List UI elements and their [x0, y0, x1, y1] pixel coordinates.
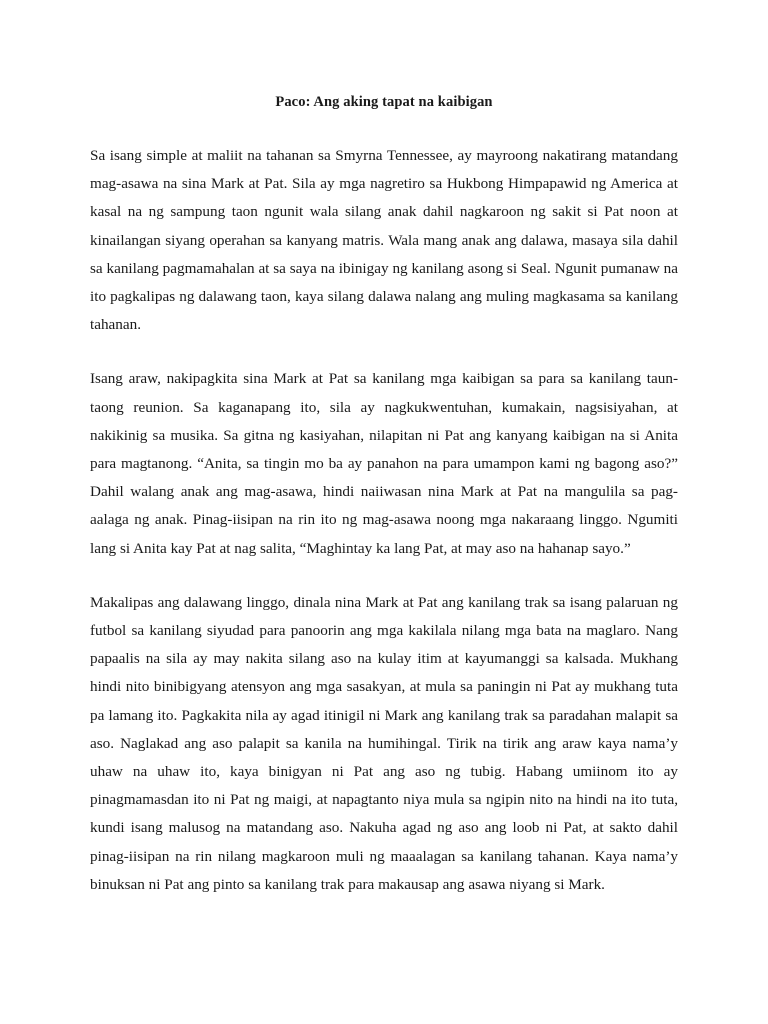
- paragraph-3: Makalipas ang dalawang linggo, dinala nina Mark at Pat ang kanilang trak sa isang palaruan ng futbol sa kanilang siyudad para panoorin ang mga kakilala nilang mga bata na maglaro. Nang papaalis na sila ay may nakita silang aso na kulay itim at kayumanggi sa kalsada. Mukhang hindi nito binibigyang atensyon ang mga sasakyan, at mula sa paningin ni Pat ay mukhang tuta pa lamang ito. Pagkakita nila ay agad itinigil ni Mark ang kanilang trak sa paradahan malapit sa aso. Naglakad ang aso palapit sa kanila na humihingal. Tirik na tirik ang araw kaya nama’y uhaw na uhaw ito, kaya binigyan ni Pat ang aso ng tubig. Habang umiinom ito ay pinagmamasdan ito ni Pat ng maigi, at napagtanto niya mula sa ngipin nito na hindi na ito tuta, kundi isang malusog na matandang aso. Nakuha agad ng aso ang loob ni Pat, at sakto dahil pinag-iisipan na rin nilang magkaroon muli ng maaalagan sa kanilang tahanan. Kaya nama’y binuksan ni Pat ang pinto sa kanilang trak para makausap ang asawa niyang si Mark.: [90, 593, 678, 893]
- document-body: [90, 142, 678, 925]
- paragraph-1: Sa isang simple at maliit na tahanan sa Smyrna Tennessee, ay mayroong nakatirang matandang mag-asawa na sina Mark at Pat. Sila ay mga nagretiro sa Hukbong Himpapawid ng America at kasal na ng sampung taon ngunit wala silang anak dahil nagkaroon ng sakit si Pat noon at kinailangan siyang operahan sa kanyang matris. Wala mang anak ang dalawa, masaya sila dahil sa kanilang pagmamahalan at sa saya na ibinigay ng kanilang asong si Seal. Ngunit pumanaw na ito pagkalipas ng dalawang taon, kaya silang dalawa nalang ang muling magkasama sa kanilang tahanan.: [90, 147, 678, 334]
- paragraph-2: Isang araw, nakipagkita sina Mark at Pat sa kanilang mga kaibigan sa para sa kanilang taun-taong reunion. Sa kaganapang ito, sila ay nagkukwentuhan, kumakain, nagsisiyahan, at nakikinig sa musika. Sa gitna ng kasiyahan, nilapitan ni Pat ang kanyang kaibigan na si Anita para magtanong. “Anita, sa tingin mo ba ay panahon na para umampon kami ng bagong aso?” Dahil walang anak ang mag-asawa, hindi naiiwasan nina Mark at Pat na mangulila sa pag-aalaga ng anak. Pinag-iisipan na rin ito ng mag-asawa noong mga nakaraang linggo. Ngumiti lang si Anita kay Pat at nag salita, “Maghintay ka lang Pat, at may aso na hahanap sayo.”: [90, 370, 678, 557]
- document-title: Paco: Ang aking tapat na kaibigan: [275, 94, 493, 110]
